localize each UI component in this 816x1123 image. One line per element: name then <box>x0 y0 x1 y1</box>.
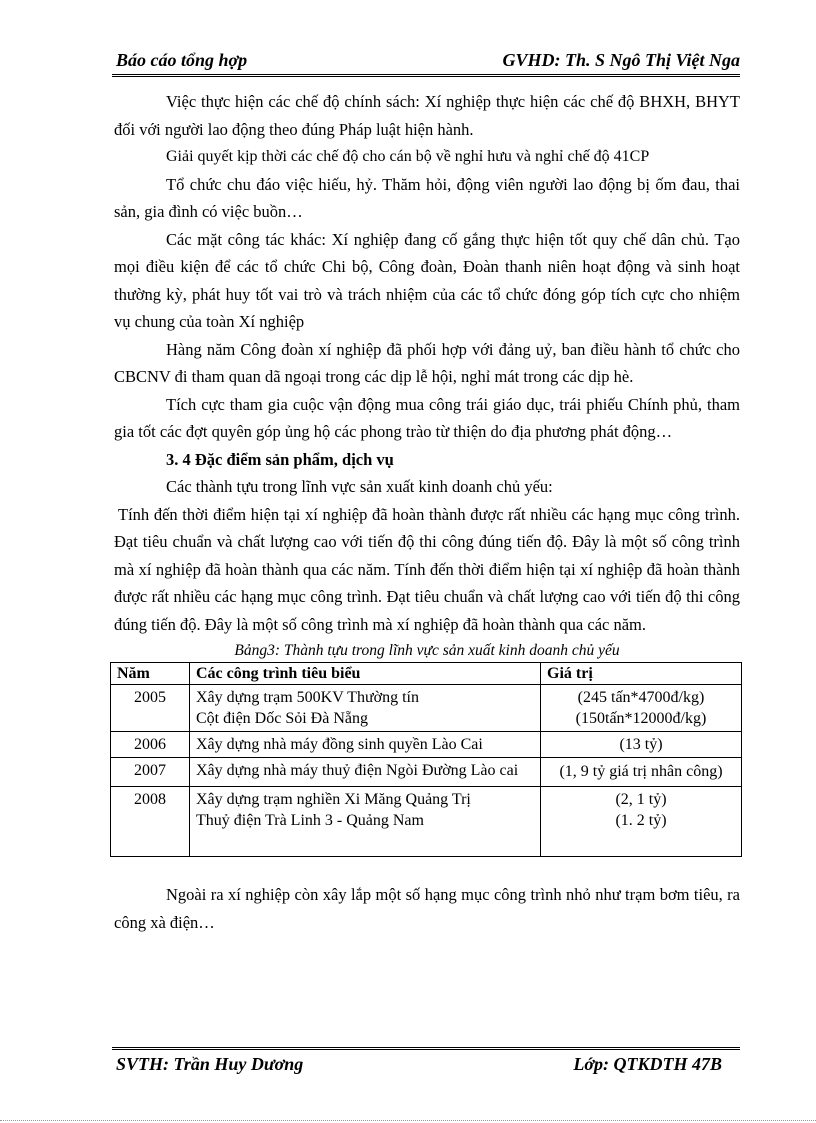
column-header: Năm <box>111 663 190 685</box>
paragraph: Hàng năm Công đoàn xí nghiệp đã phối hợp với đảng uỷ, ban điều hành tổ chức cho CBCNV đi tham quan dã ngoại trong các dịp lễ hội, nghỉ mát trong các dịp hè. <box>114 339 740 386</box>
table-caption: Bảng3: Thành tựu trong lĩnh vực sản xuất kinh doanh chủ yếu <box>234 642 620 659</box>
value-cell <box>541 732 742 758</box>
column-header: Giá trị <box>541 663 742 685</box>
year-cell: 2005 <box>111 685 190 732</box>
footer-rule <box>112 1047 740 1050</box>
paragraph: Tích cực tham gia cuộc vận động mua công trái giáo dục, trái phiếu Chính phủ, tham gia tốt các đợt quyên góp ủng hộ các phong trào từ thiện do địa phương phát động… <box>114 394 740 441</box>
value-cell <box>541 758 742 787</box>
year-cell: 2007 <box>111 758 190 787</box>
header-left: Báo cáo tổng hợp <box>116 50 248 70</box>
page-edge <box>0 1120 816 1121</box>
header-right: GVHD: Th. S Ngô Thị Việt Nga <box>502 50 740 70</box>
work-item: Xây dựng trạm 500KV Thường tín <box>196 689 419 706</box>
works-cell <box>190 685 541 732</box>
paragraph: Ngoài ra xí nghiệp còn xây lắp một số hạng mục công trình nhỏ như trạm bơm tiêu, ra công xà điện… <box>114 885 740 932</box>
work-item: Xây dựng nhà máy đồng sinh quyền Lào Cai <box>196 736 483 753</box>
value-cell <box>541 685 742 732</box>
work-item: Xây dựng trạm nghiền Xi Măng Quảng Trị <box>196 791 471 808</box>
works-cell <box>190 732 541 758</box>
paragraph: Các mặt công tác khác: Xí nghiệp đang cố gắng thực hiện tốt quy chế dân chủ. Tạo mọi điều kiện để các tổ chức Chi bộ, Công đoàn, Đoàn thanh niên hoạt động và sinh hoạt thường kỳ, phát huy tốt vai trò và trách nhiệm của các tổ chức đóng góp tích cực cho nhiệm vụ chung của toàn Xí nghiệp <box>114 229 740 331</box>
year-cell: 2008 <box>111 787 190 857</box>
value-item: (245 tấn*4700đ/kg) <box>577 689 705 706</box>
footer-right: Lớp: QTKDTH 47B <box>573 1054 722 1074</box>
footer-left: SVTH: Trần Huy Dương <box>116 1054 304 1074</box>
paragraph: Tổ chức chu đáo việc hiếu, hỷ. Thăm hỏi, động viên người lao động bị ốm đau, thai sản, gia đình có việc buồn… <box>114 174 740 221</box>
works-cell <box>190 758 541 787</box>
document-body <box>114 88 740 936</box>
page-footer <box>112 1054 740 1078</box>
work-item: Thuỷ điện Trà Linh 3 - Quảng Nam <box>196 812 424 829</box>
table-row <box>111 685 742 732</box>
table-row <box>111 758 742 787</box>
achievements-table <box>110 662 742 857</box>
work-item: Xây dựng nhà máy thuỷ điện Ngòi Đường Lào cai <box>196 762 519 779</box>
paragraph: Việc thực hiện các chế độ chính sách: Xí nghiệp thực hiện các chế độ BHXH, BHYT đối với người lao động theo đúng Pháp luật hiện hành. <box>114 92 740 139</box>
value-item: (13 tỷ) <box>619 736 663 753</box>
value-item: (1, 9 tỷ giá trị nhân công) <box>559 763 723 780</box>
paragraph: Các thành tựu trong lĩnh vực sản xuất kinh doanh chủ yếu: <box>166 477 553 496</box>
page-header <box>112 48 740 74</box>
value-item: (2, 1 tỷ) <box>615 791 667 808</box>
table-row <box>111 787 742 857</box>
value-cell <box>541 787 742 857</box>
section-heading: 3. 4 Đặc điểm sản phẩm, dịch vụ <box>166 449 394 469</box>
paragraph: Giải quyết kịp thời các chế độ cho cán bộ về nghỉ hưu và nghỉ chế độ 41CP <box>166 148 650 165</box>
works-cell <box>190 787 541 857</box>
value-item: (1. 2 tỷ) <box>615 812 667 829</box>
paragraph: Tính đến thời điểm hiện tại xí nghiệp đã hoàn thành được rất nhiều các hạng mục công trình. Đạt tiêu chuẩn và chất lượng cao với tiến độ thi công đúng tiến độ. Đây là một số công trình mà xí nghiệp đã hoàn thành qua các năm. Tính đến thời điểm hiện tại xí nghiệp đã hoàn thành được rất nhiều các hạng mục công trình. Đạt tiêu chuẩn và chất lượng cao với tiến độ thi công đúng tiến độ. Đây là một số công trình mà xí nghiệp đã hoàn thành qua các năm. <box>114 504 740 634</box>
work-item: Cột điện Dốc Sỏi Đà Nẵng <box>196 710 368 727</box>
table-header-row <box>111 663 742 685</box>
column-header: Các công trình tiêu biểu <box>190 663 541 685</box>
value-item: (150tấn*12000đ/kg) <box>575 710 707 727</box>
header-rule <box>112 74 740 77</box>
year-cell: 2006 <box>111 732 190 758</box>
table-row <box>111 732 742 758</box>
